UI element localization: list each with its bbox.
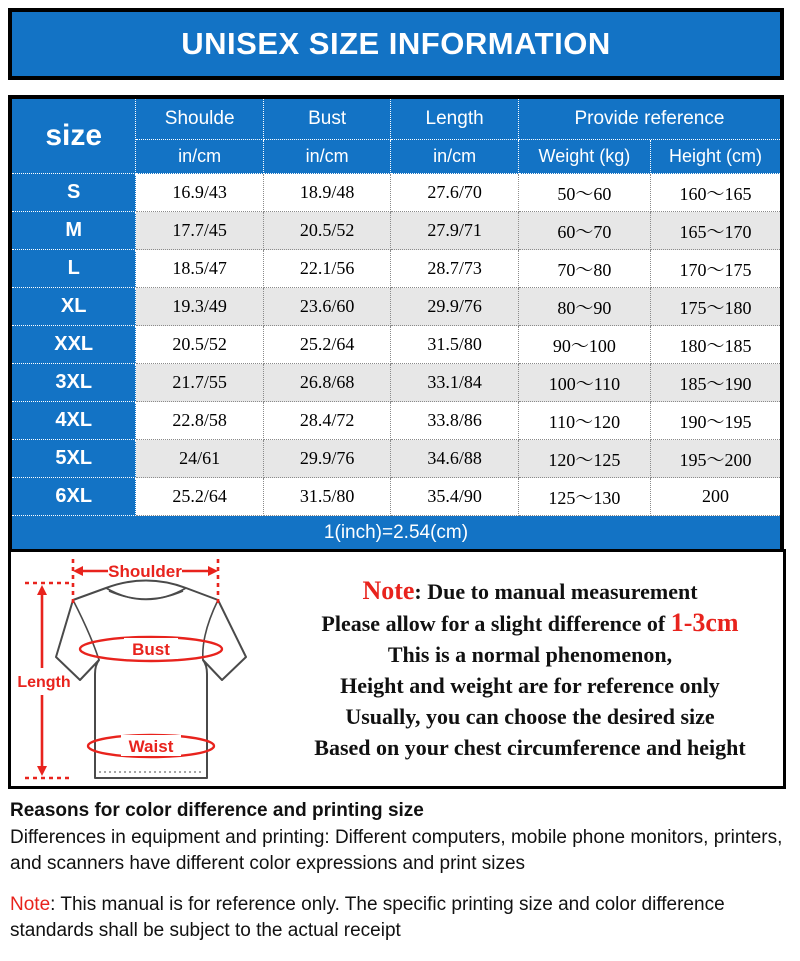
note-line-5: Usually, you can choose the desired size [345, 704, 715, 729]
bust-value: 29.9/76 [264, 440, 391, 478]
inch-conversion-note: 1(inch)=2.54(cm) [12, 516, 780, 549]
shoulder-column-header: Shoulde [136, 99, 263, 140]
page-title: UNISEX SIZE INFORMATION [181, 26, 611, 61]
shoulder-value: 20.5/52 [136, 326, 263, 364]
height-value: 175～180 [651, 288, 780, 326]
bust-label: Bust [132, 640, 170, 659]
height-value: 190～195 [651, 402, 780, 440]
table-row [12, 478, 780, 516]
note-tolerance-highlight: 1-3cm [670, 608, 739, 637]
size-label: 4XL [12, 402, 136, 440]
length-value: 34.6/88 [391, 440, 518, 478]
length-column-header: Length [391, 99, 518, 140]
note-line-1 [285, 575, 775, 607]
height-value: 165～170 [651, 212, 780, 250]
shoulder-unit-header: in/cm [136, 140, 263, 174]
length-value: 31.5/80 [391, 326, 518, 364]
shoulder-value: 18.5/47 [136, 250, 263, 288]
weight-value: 110～120 [519, 402, 651, 440]
shoulder-value: 19.3/49 [136, 288, 263, 326]
bust-value: 26.8/68 [264, 364, 391, 402]
height-value: 185～190 [651, 364, 780, 402]
weight-value: 90～100 [519, 326, 651, 364]
receipt-note-text: : This manual is for reference only. The specific printing size and color difference standards shall be subject to the actual receipt [10, 894, 725, 941]
note-line-6: Based on your chest circumference and height [314, 735, 746, 760]
bust-unit-header: in/cm [264, 140, 391, 174]
shoulder-value: 22.8/58 [136, 402, 263, 440]
height-value: 195～200 [651, 440, 780, 478]
note-line-2-text: Please allow for a slight difference of [321, 611, 671, 636]
height-value: 160～165 [651, 174, 780, 212]
shoulder-value: 17.7/45 [136, 212, 263, 250]
bust-value: 20.5/52 [264, 212, 391, 250]
table-row [12, 440, 780, 478]
shoulder-label: Shoulder [108, 562, 182, 581]
bust-value: 22.1/56 [264, 250, 391, 288]
size-label: 6XL [12, 478, 136, 516]
length-label: Length [17, 674, 71, 691]
length-value: 35.4/90 [391, 478, 518, 516]
shoulder-value: 25.2/64 [136, 478, 263, 516]
table-row [12, 326, 780, 364]
table-row [12, 174, 780, 212]
size-label: XL [12, 288, 136, 326]
note-line-2 [285, 607, 775, 639]
note-label: Note [362, 576, 415, 605]
bust-value: 23.6/60 [264, 288, 391, 326]
shoulder-value: 16.9/43 [136, 174, 263, 212]
header-row-1 [12, 99, 780, 140]
height-value: 180～185 [651, 326, 780, 364]
shoulder-value: 21.7/55 [136, 364, 263, 402]
height-column-header: Height (cm) [651, 140, 780, 174]
note-line-4: Height and weight are for reference only [340, 673, 720, 698]
length-value: 29.9/76 [391, 288, 518, 326]
weight-value: 125～130 [519, 478, 651, 516]
weight-value: 60～70 [519, 212, 651, 250]
size-label: L [12, 250, 136, 288]
length-value: 27.9/71 [391, 212, 518, 250]
bottom-notes [10, 800, 790, 944]
bust-value: 28.4/72 [264, 402, 391, 440]
measurement-diagram-box [8, 549, 786, 789]
height-value: 170～175 [651, 250, 780, 288]
measurement-note [283, 552, 783, 786]
note-line-3: This is a normal phenomenon, [387, 642, 673, 667]
color-difference-heading: Reasons for color difference and printing size [10, 800, 424, 821]
height-value: 200 [651, 478, 780, 516]
shoulder-value: 24/61 [136, 440, 263, 478]
size-label: 5XL [12, 440, 136, 478]
length-value: 33.8/86 [391, 402, 518, 440]
footer-row [12, 516, 780, 549]
provide-reference-header: Provide reference [519, 99, 780, 140]
length-unit-header: in/cm [391, 140, 518, 174]
bust-value: 25.2/64 [264, 326, 391, 364]
weight-column-header: Weight (kg) [519, 140, 651, 174]
bust-value: 31.5/80 [264, 478, 391, 516]
bust-column-header: Bust [264, 99, 391, 140]
weight-value: 120～125 [519, 440, 651, 478]
table-row [12, 212, 780, 250]
title-banner [8, 8, 784, 80]
size-table [12, 99, 780, 549]
table-row [12, 250, 780, 288]
size-table-container [8, 95, 784, 553]
length-value: 27.6/70 [391, 174, 518, 212]
weight-value: 80～90 [519, 288, 651, 326]
weight-value: 70～80 [519, 250, 651, 288]
size-label: S [12, 174, 136, 212]
receipt-note-label: Note [10, 894, 51, 915]
note-line-1-text: : Due to manual measurement [414, 579, 698, 604]
table-row [12, 288, 780, 326]
bust-value: 18.9/48 [264, 174, 391, 212]
size-label: XXL [12, 326, 136, 364]
receipt-note [10, 892, 790, 944]
weight-value: 50～60 [519, 174, 651, 212]
length-value: 28.7/73 [391, 250, 518, 288]
table-row [12, 402, 780, 440]
table-row [12, 364, 780, 402]
waist-label: Waist [128, 737, 174, 756]
size-label: 3XL [12, 364, 136, 402]
weight-value: 100～110 [519, 364, 651, 402]
size-label: M [12, 212, 136, 250]
color-difference-body: Differences in equipment and printing: Different computers, mobile phone monitors, printers, and scanners have different color expressions and print sizes [10, 827, 783, 874]
tshirt-diagram [11, 553, 283, 785]
size-column-header: size [12, 99, 136, 174]
length-value: 33.1/84 [391, 364, 518, 402]
